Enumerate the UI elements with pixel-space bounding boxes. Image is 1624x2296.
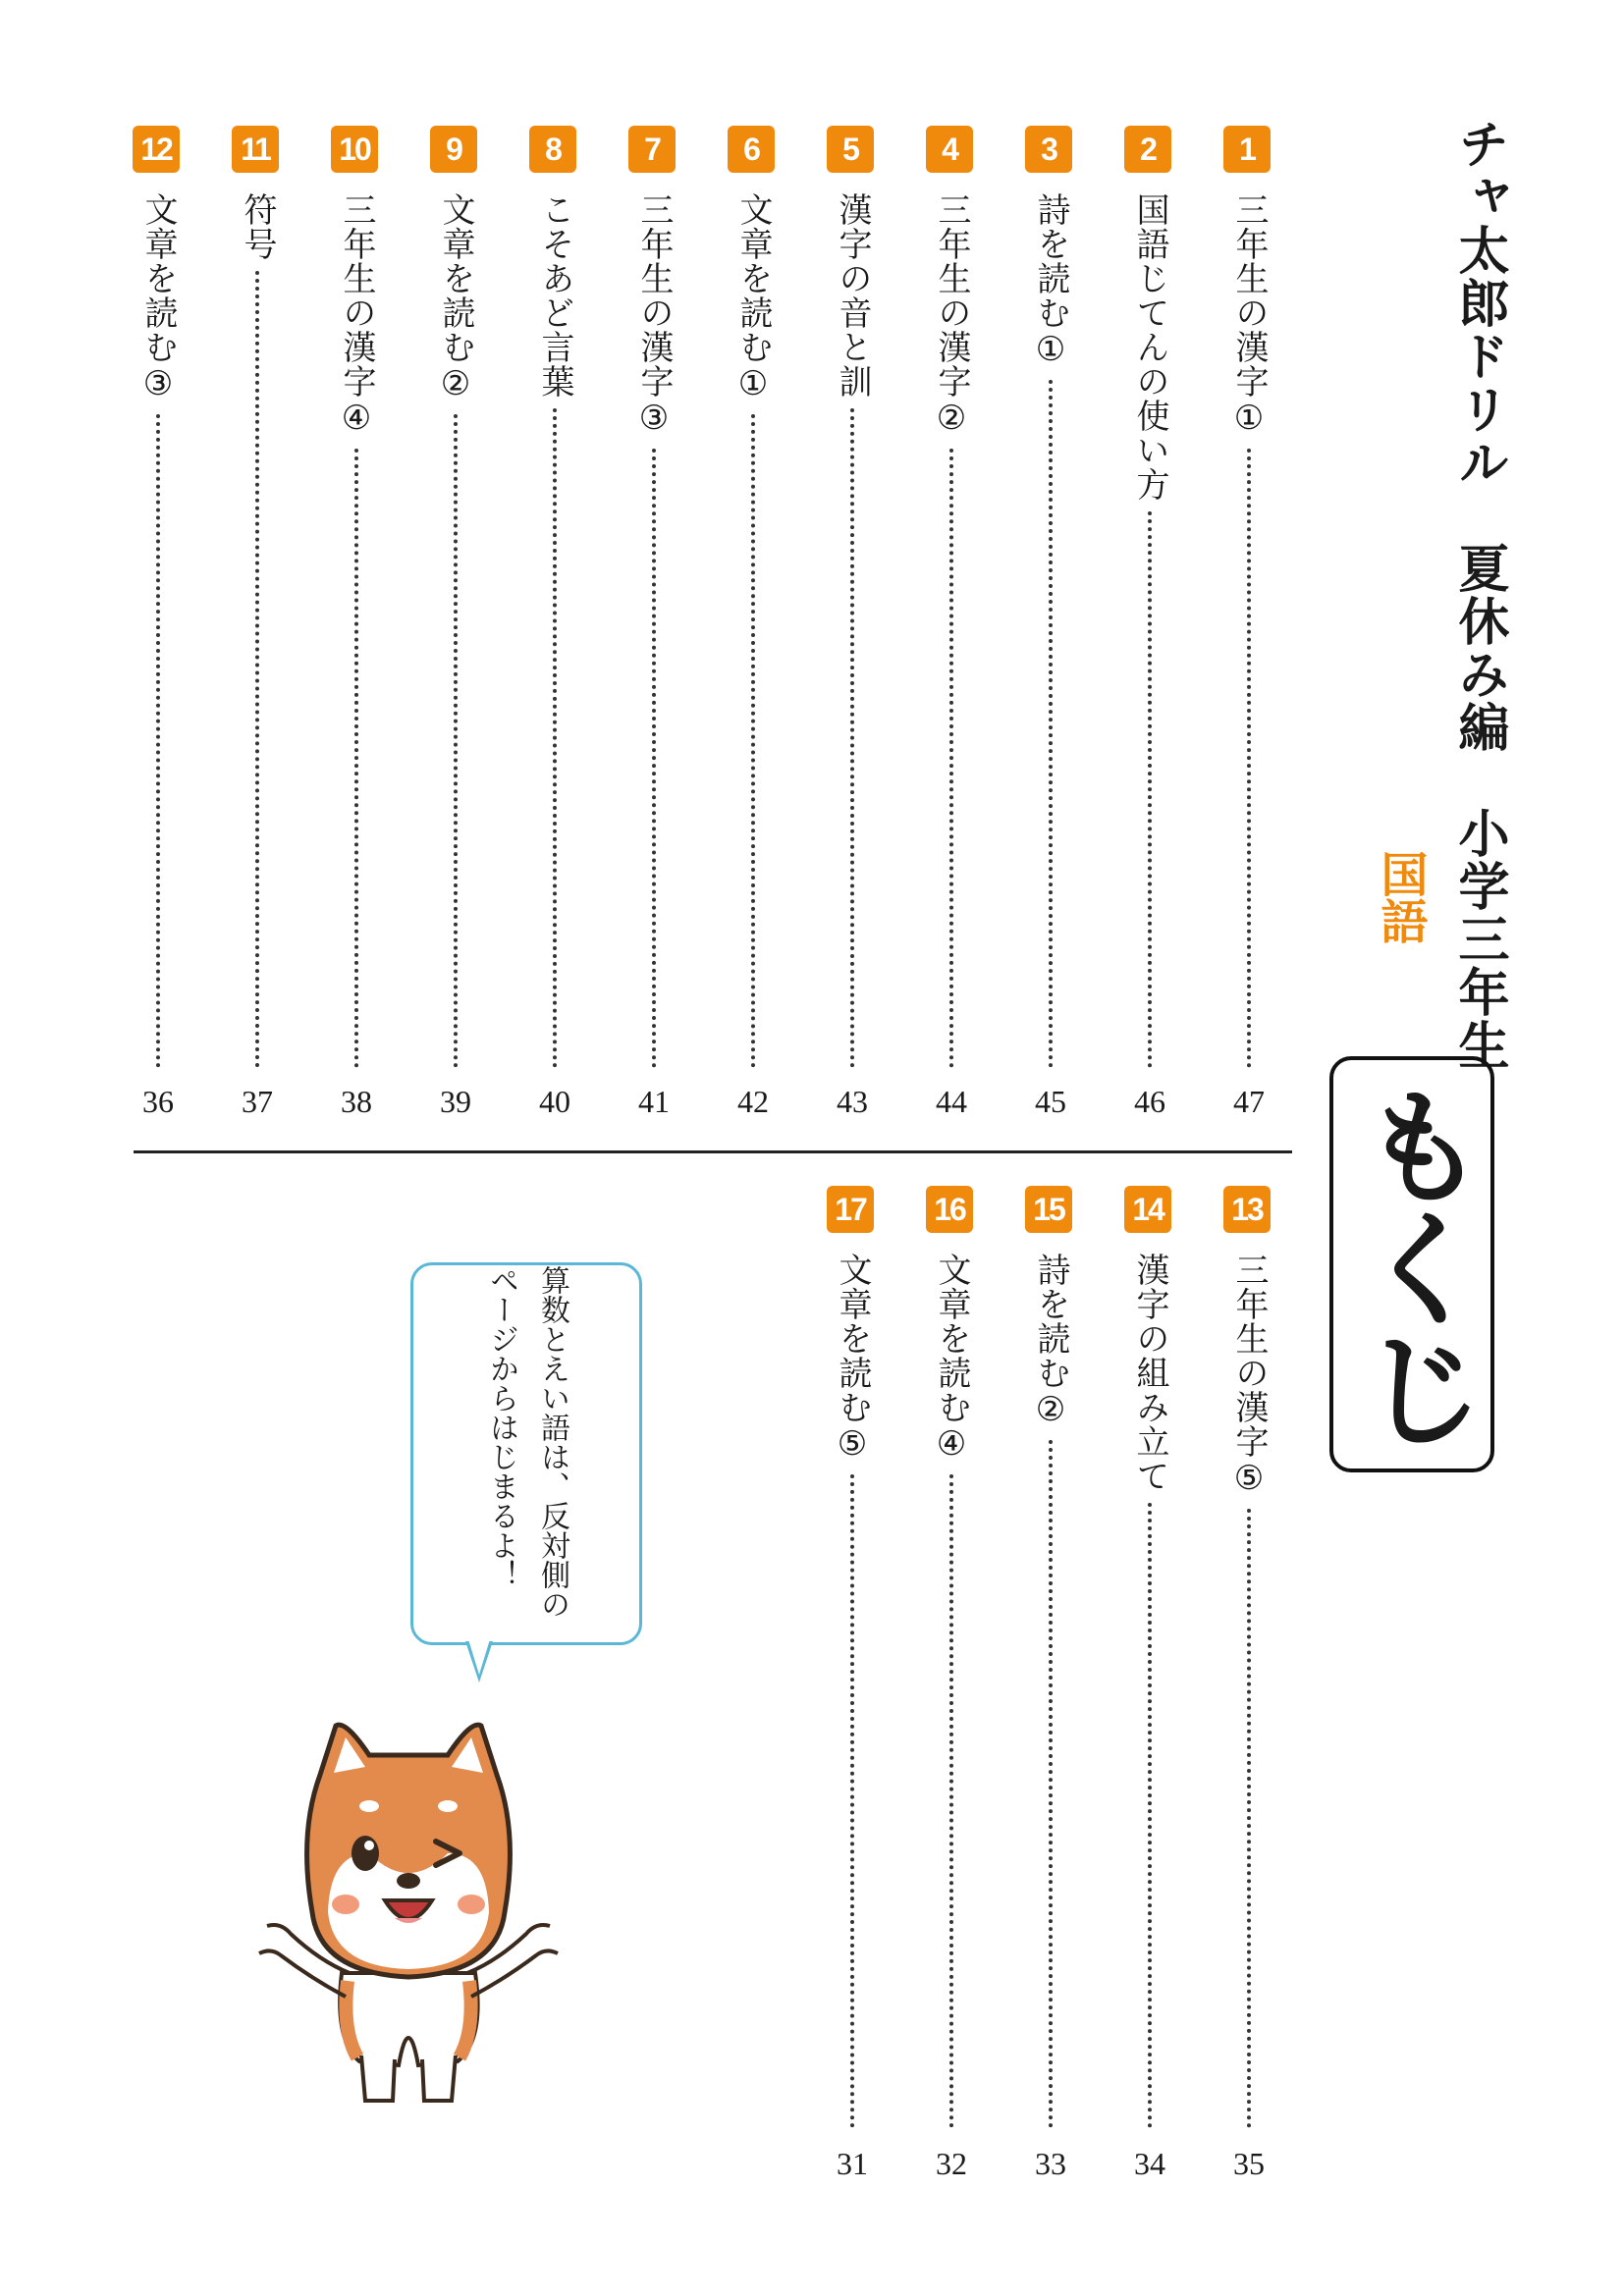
toc-entry[interactable] xyxy=(1124,1186,1173,2195)
toc-entry[interactable] xyxy=(232,126,281,1133)
toc-leader-dots xyxy=(1049,380,1053,1068)
toc-entry-number-badge: 12 xyxy=(133,126,180,173)
toc-entry-number-badge: 14 xyxy=(1124,1186,1171,1233)
toc-entry-number-badge: 7 xyxy=(628,126,676,173)
toc-entry-title: 詩を読む① xyxy=(1031,192,1070,370)
toc-leader-dots xyxy=(553,408,557,1068)
toc-leader-dots xyxy=(156,414,160,1068)
toc-leader-dots xyxy=(652,449,656,1068)
toc-leader-dots xyxy=(751,414,755,1068)
toc-entry[interactable] xyxy=(827,126,876,1133)
toc-leader-dots xyxy=(850,1474,854,2128)
toc-leader-dots xyxy=(1247,449,1251,1068)
toc-entry-page-number: 39 xyxy=(440,1084,471,1119)
toc-entry-number-badge: 10 xyxy=(331,126,378,173)
toc-entry-page-number: 42 xyxy=(737,1084,769,1119)
toc-entry[interactable] xyxy=(430,126,479,1133)
toc-entry-title: 文章を読む② xyxy=(436,192,475,404)
toc-leader-dots xyxy=(1049,1440,1053,2128)
speech-bubble-tail-fill xyxy=(468,1639,490,1675)
toc-heading-box xyxy=(1329,1056,1494,1472)
toc-entry[interactable] xyxy=(1025,126,1074,1133)
toc-entry-number-badge: 15 xyxy=(1025,1186,1072,1233)
toc-heading: もくじ xyxy=(1339,1082,1486,1447)
toc-entry[interactable] xyxy=(926,126,975,1133)
toc-entry-title: 文章を読む① xyxy=(733,192,773,404)
toc-entry-title: 三年生の漢字③ xyxy=(634,192,674,439)
speech-bubble xyxy=(410,1262,642,1645)
toc-entry-title: 国語じてんの使い方 xyxy=(1130,192,1169,502)
toc-entry-number-badge: 9 xyxy=(430,126,477,173)
toc-entry-number-badge: 5 xyxy=(827,126,874,173)
toc-entry-title: 文章を読む④ xyxy=(932,1253,971,1465)
toc-leader-dots xyxy=(255,271,259,1068)
toc-entry[interactable] xyxy=(133,126,182,1133)
toc-entry-title: 文章を読む⑤ xyxy=(833,1253,872,1465)
toc-leader-dots xyxy=(1148,1503,1152,2128)
toc-entry-title: 三年生の漢字⑤ xyxy=(1229,1253,1269,1499)
toc-entry-page-number: 43 xyxy=(837,1084,868,1119)
toc-entry[interactable] xyxy=(331,126,380,1133)
toc-entry[interactable] xyxy=(1223,126,1272,1133)
toc-entry-number-badge: 2 xyxy=(1124,126,1171,173)
toc-leader-dots xyxy=(1247,1509,1251,2128)
toc-leader-dots xyxy=(1148,511,1152,1068)
toc-leader-dots xyxy=(354,449,358,1068)
toc-entry-page-number: 40 xyxy=(539,1084,570,1119)
toc-entry-title: こそあど言葉 xyxy=(535,192,574,399)
toc-entry-page-number: 41 xyxy=(638,1084,670,1119)
toc-entry-number-badge: 17 xyxy=(827,1186,874,1233)
section-divider xyxy=(134,1150,1292,1153)
toc-leader-dots xyxy=(949,449,953,1068)
speech-bubble-text: 算数とえい語は、反対側のページからはじまるよ！ xyxy=(484,1265,569,1619)
subject-label: 国語 xyxy=(1373,850,1428,944)
toc-entry-title: 三年生の漢字① xyxy=(1229,192,1269,439)
toc-entry-title: 漢字の音と訓 xyxy=(833,192,872,399)
toc-entry-number-badge: 16 xyxy=(926,1186,973,1233)
toc-entry[interactable] xyxy=(628,126,677,1133)
toc-entry[interactable] xyxy=(1223,1186,1272,2195)
toc-entry-title: 三年生の漢字④ xyxy=(337,192,376,439)
toc-entry-number-badge: 3 xyxy=(1025,126,1072,173)
toc-entry-page-number: 38 xyxy=(341,1084,372,1119)
toc-entry-page-number: 37 xyxy=(242,1084,273,1119)
toc-entry[interactable] xyxy=(1025,1186,1074,2195)
toc-leader-dots xyxy=(454,414,458,1068)
toc-entry-number-badge: 11 xyxy=(232,126,279,173)
toc-entry-page-number: 33 xyxy=(1035,2146,1066,2181)
book-title: チャ太郎ドリル 夏休み編 小学三年生 xyxy=(1449,118,1508,1072)
toc-entry-page-number: 46 xyxy=(1134,1084,1165,1119)
toc-entry-page-number: 34 xyxy=(1134,2146,1165,2181)
shiba-dog-mascot-icon xyxy=(251,1716,566,2109)
toc-entry-page-number: 35 xyxy=(1233,2146,1265,2181)
toc-entry[interactable] xyxy=(1124,126,1173,1133)
toc-entry-title: 三年生の漢字② xyxy=(932,192,971,439)
toc-leader-dots xyxy=(850,408,854,1068)
toc-leader-dots xyxy=(949,1474,953,2128)
toc-entry[interactable] xyxy=(728,126,777,1133)
toc-entry-number-badge: 13 xyxy=(1223,1186,1271,1233)
toc-entry-page-number: 36 xyxy=(142,1084,174,1119)
toc-entry[interactable] xyxy=(827,1186,876,2195)
toc-entry-number-badge: 8 xyxy=(529,126,576,173)
toc-entry-page-number: 44 xyxy=(936,1084,967,1119)
toc-entry-title: 漢字の組み立て xyxy=(1130,1253,1169,1493)
toc-entry-number-badge: 6 xyxy=(728,126,775,173)
toc-entry-page-number: 31 xyxy=(837,2146,868,2181)
toc-entry-title: 詩を読む② xyxy=(1031,1253,1070,1430)
toc-entry-page-number: 45 xyxy=(1035,1084,1066,1119)
toc-entry[interactable] xyxy=(529,126,578,1133)
toc-entry-title: 符号 xyxy=(238,192,277,261)
toc-entry-page-number: 32 xyxy=(936,2146,967,2181)
toc-entry-page-number: 47 xyxy=(1233,1084,1265,1119)
toc-entry-number-badge: 4 xyxy=(926,126,973,173)
toc-entry[interactable] xyxy=(926,1186,975,2195)
toc-entry-title: 文章を読む③ xyxy=(138,192,178,404)
toc-entry-number-badge: 1 xyxy=(1223,126,1271,173)
